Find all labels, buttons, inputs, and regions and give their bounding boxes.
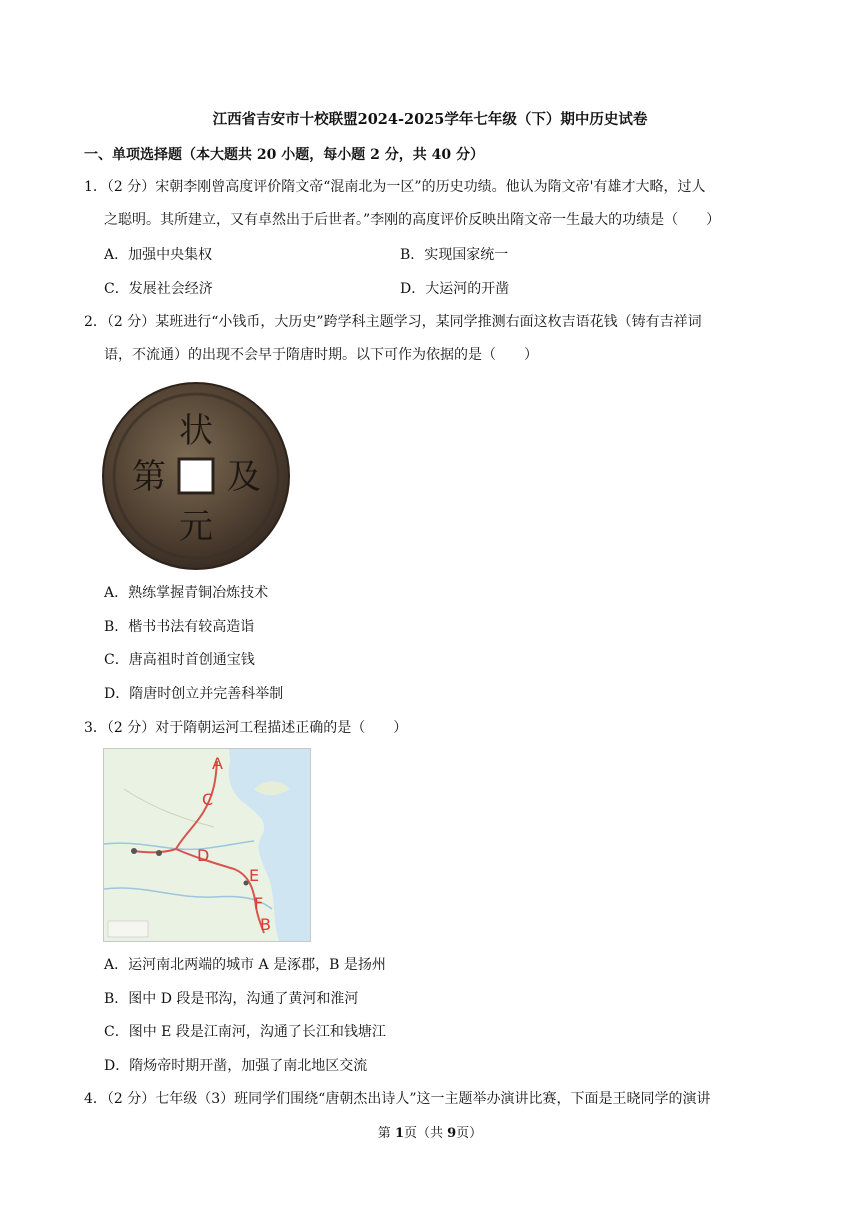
question-text: （2 分）某班进行“小钱币，大历史”跨学科主题学习，某同学推测右面这枚吉语花钱（铸有吉祥词	[106, 314, 702, 330]
question-2-line-2: 语，不流通）的出现不会早于隋唐时期。以下可作为依据的是（ ）	[104, 347, 538, 363]
question-number: 4．	[84, 1091, 107, 1107]
footer-suffix: 页）	[456, 1126, 483, 1141]
canal-map	[103, 748, 311, 942]
question-1-line-2: 之聪明。其所建立，又有卓然出于后世者。”李刚的高度评价反映出隋文帝一生最大的功绩是（ ）	[104, 212, 721, 228]
footer-middle: 页（共	[403, 1126, 448, 1141]
question-number: 1．	[84, 179, 107, 195]
map-label-a: A	[212, 754, 223, 773]
question-number: 3．	[84, 720, 107, 736]
footer-total-pages: 9	[447, 1126, 457, 1141]
map-label-f: F	[254, 894, 264, 913]
question-text: （2 分）宋朝李刚曾高度评价隋文帝“混南北为一区”的历史功绩。他认为隋文帝'有雄才大略，过人	[106, 179, 706, 195]
q3-option-b[interactable]: B．图中 D 段是邗沟，沟通了黄河和淮河	[104, 991, 359, 1007]
footer-prefix: 第	[377, 1126, 395, 1141]
question-4-line-1	[84, 1090, 711, 1108]
map-label-c: C	[202, 790, 214, 809]
q2-option-d[interactable]: D．隋唐时创立并完善科举制	[104, 686, 284, 702]
q2-option-c[interactable]: C．唐高祖时首创通宝钱	[104, 652, 255, 668]
q2-option-b[interactable]: B．楷书书法有较高造诣	[104, 619, 255, 635]
coin-char-right: 及	[227, 457, 261, 497]
q1-option-a[interactable]: A．加强中央集权	[104, 247, 213, 263]
map-label-b: B	[260, 915, 271, 934]
map-label-d: D	[197, 846, 210, 865]
q3-option-a[interactable]: A．运河南北两端的城市 A 是涿郡，B 是扬州	[104, 957, 386, 973]
question-text: （2 分）七年级（3）班同学们围绕“唐朝杰出诗人”这一主题举办演讲比赛，下面是王晓同学的演讲	[106, 1091, 711, 1107]
page-footer	[0, 1125, 860, 1143]
q1-option-d[interactable]: D．大运河的开凿	[400, 281, 510, 297]
q3-option-d[interactable]: D．隋炀帝时期开凿，加强了南北地区交流	[104, 1058, 368, 1074]
coin-char-bottom: 元	[179, 507, 213, 547]
exam-title: 江西省吉安市十校联盟2024-2025学年七年级（下）期中历史试卷	[212, 111, 648, 128]
q2-option-a[interactable]: A．熟练掌握青铜冶炼技术	[104, 585, 269, 601]
coin-image	[99, 380, 293, 572]
question-number: 2．	[84, 314, 107, 330]
question-3-line-1	[84, 719, 407, 737]
q1-option-b[interactable]: B．实现国家统一	[400, 247, 509, 263]
question-2-line-1	[84, 313, 702, 331]
section-heading: 一、单项选择题（本大题共 20 小题，每小题 2 分，共 40 分）	[84, 147, 484, 163]
coin-char-left: 第	[132, 457, 166, 497]
question-1-line-1	[84, 178, 705, 196]
footer-page-number: 1	[394, 1126, 404, 1141]
question-text: （2 分）对于隋朝运河工程描述正确的是（ ）	[106, 720, 408, 736]
q3-option-c[interactable]: C．图中 E 段是江南河，沟通了长江和钱塘江	[104, 1024, 386, 1040]
coin-char-top: 状	[179, 411, 213, 451]
map-label-e: E	[249, 866, 260, 885]
q1-option-c[interactable]: C．发展社会经济	[104, 281, 213, 297]
